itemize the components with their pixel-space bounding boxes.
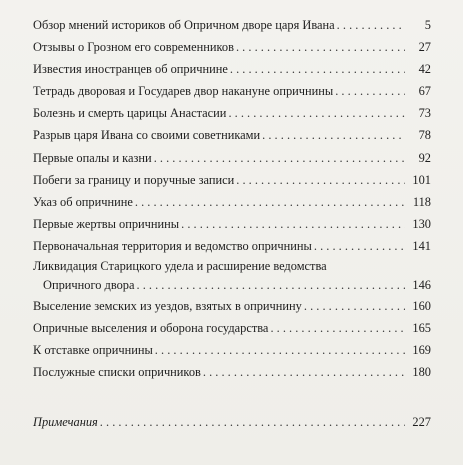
dot-leader [262, 124, 405, 146]
toc-entry[interactable] [33, 58, 431, 80]
table-of-contents [33, 14, 431, 383]
notes-section [33, 411, 431, 433]
toc-entry-title: Ликвидация Старицкого удела и расширение ведомства [33, 259, 327, 274]
toc-entry-title: Известия иностранцев об опричнине [33, 62, 228, 77]
toc-entry-page: 146 [412, 278, 431, 293]
toc-entry-page: 227 [412, 415, 431, 429]
toc-entry-title: Указ об опричнине [33, 194, 133, 209]
dot-leader [236, 36, 405, 58]
toc-entry-title: Разрыв царя Ивана со своими советниками [33, 128, 261, 143]
toc-entry-page: 5 [424, 18, 431, 32]
toc-entry-page: 141 [412, 238, 431, 253]
toc-entry[interactable] [33, 339, 431, 361]
dot-leader [230, 58, 405, 80]
dot-leader [304, 295, 405, 317]
toc-entry-page: 42 [418, 62, 431, 77]
dot-leader [155, 339, 405, 361]
toc-entry-page: 160 [412, 299, 431, 314]
toc-entry-title: Опричные выселения и оборона государства [33, 321, 269, 336]
toc-entry-page: 92 [418, 150, 431, 165]
toc-entry-page: 169 [412, 343, 431, 358]
toc-entry-title: Первые опалы и казни [33, 150, 152, 165]
toc-entry[interactable] [33, 80, 431, 102]
toc-entry-page: 101 [412, 172, 431, 187]
dot-leader [203, 361, 405, 383]
dot-leader [314, 235, 405, 257]
dot-leader [181, 213, 405, 235]
toc-entry-page: 180 [412, 365, 431, 380]
toc-entry[interactable] [33, 147, 431, 169]
toc-entry[interactable] [33, 361, 431, 383]
toc-entry[interactable] [33, 102, 431, 124]
toc-entry[interactable] [33, 213, 431, 235]
dot-leader [337, 14, 405, 36]
toc-entry[interactable] [33, 317, 431, 339]
dot-leader [236, 169, 405, 191]
toc-entry-title: Отзывы о Грозном его современников [33, 40, 234, 55]
toc-entry-page: 118 [412, 194, 431, 209]
toc-entry[interactable] [33, 36, 431, 58]
toc-entry-notes[interactable] [33, 411, 431, 433]
dot-leader [100, 411, 405, 433]
dot-leader [137, 276, 406, 295]
dot-leader [335, 80, 405, 102]
toc-entry-page: 78 [418, 128, 431, 143]
toc-entry-title-continued: Опричного двора [43, 278, 135, 293]
toc-entry[interactable] [33, 235, 431, 257]
toc-entry[interactable] [33, 169, 431, 191]
toc-entry-title: Побеги за границу и поручные записи [33, 172, 235, 187]
toc-entry-title: Первые жертвы опричнины [33, 216, 180, 231]
toc-entry-title: Болезнь и смерть царицы Анастасии [33, 106, 227, 121]
toc-entry-title: Послужные списки опричников [33, 365, 201, 380]
toc-entry[interactable] [33, 191, 431, 213]
toc-entry-title: Обзор мнений историков об Опричном дворе царя Ивана [33, 18, 335, 32]
dot-leader [154, 147, 405, 169]
toc-entry[interactable] [33, 257, 431, 295]
toc-entry[interactable] [33, 295, 431, 317]
toc-entry-page: 73 [418, 106, 431, 121]
toc-entry[interactable] [33, 14, 431, 36]
toc-entry-page: 27 [418, 40, 431, 55]
toc-entry-title: Примечания [33, 415, 98, 429]
toc-entry-title: Тетрадь дворовая и Государев двор накануне опричнины [33, 84, 334, 99]
dot-leader [228, 102, 405, 124]
dot-leader [270, 317, 405, 339]
toc-entry-title: Первоначальная территория и ведомство опричнины [33, 238, 312, 253]
dot-leader [135, 191, 405, 213]
toc-entry-page: 67 [418, 84, 431, 99]
toc-entry-page: 130 [412, 216, 431, 231]
toc-entry-title: Выселение земских из уездов, взятых в опричнину [33, 299, 302, 314]
toc-entry-title: К отставке опричнины [33, 343, 153, 358]
toc-entry-page: 165 [412, 321, 431, 336]
toc-entry[interactable] [33, 124, 431, 146]
